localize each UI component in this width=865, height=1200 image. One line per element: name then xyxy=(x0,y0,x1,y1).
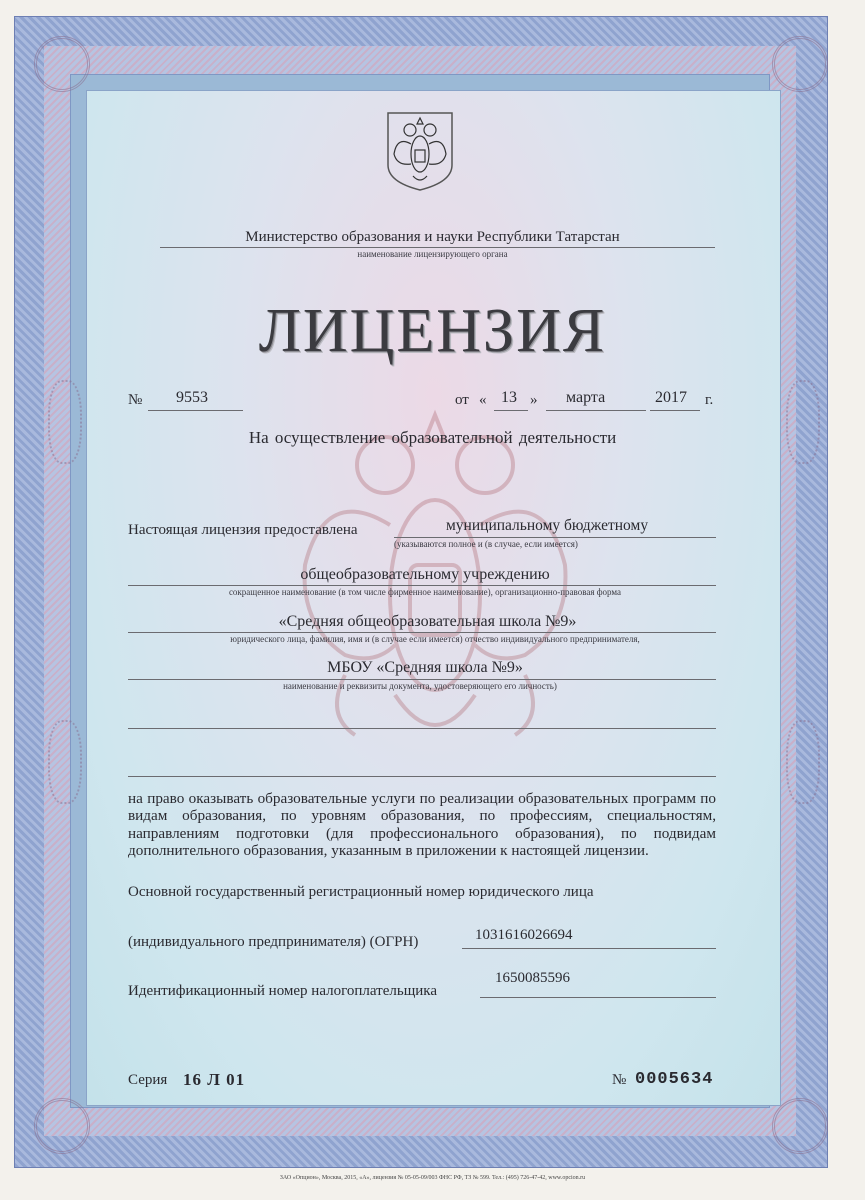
ogrn-value: 1031616026694 xyxy=(475,927,573,943)
grantee-underline-4 xyxy=(128,679,716,680)
corner-ornament-icon xyxy=(34,36,90,92)
authority-caption: наименование лицензирующего органа xyxy=(357,249,508,259)
authority-underline xyxy=(160,247,715,248)
inn-value: 1650085596 xyxy=(495,970,570,986)
grantee-name-line3: «Средняя общеобразовательная школа №9» xyxy=(278,613,577,630)
grantee-underline-3 xyxy=(128,632,716,633)
document-title: ЛИЦЕНЗИЯ xyxy=(258,297,607,365)
ogrn-underline xyxy=(462,948,716,949)
printer-imprint: ЗАО «Опцион», Москва, 2015, «А», лицензия № 05-05-09/003 ФНС РФ, ТЗ № 599. Тел.: (495) 726-47-42, www.opcion.ru xyxy=(279,1175,586,1181)
side-ornament-icon xyxy=(48,720,82,804)
licensing-authority: Министерство образования и науки Республики Татарстан xyxy=(245,229,620,245)
grantee-caption-4: наименование и реквизиты документа, удостоверяющего его личность) xyxy=(283,681,557,691)
ogrn-label-line1: Основной государственный регистрационный номер юридического лица xyxy=(128,884,594,900)
side-ornament-icon xyxy=(786,380,820,464)
month-underline xyxy=(546,410,646,411)
grantee-name-line1: муниципальному бюджетному xyxy=(446,517,649,534)
grantee-underline-1 xyxy=(394,537,716,538)
date-from-label: от xyxy=(455,392,469,408)
quote-close: » xyxy=(530,392,538,408)
activity-type: На осуществление образовательной деятельности xyxy=(248,428,617,447)
grantee-caption-1: (указываются полное и (в случае, если имеется) xyxy=(394,539,578,549)
ogrn-label-line2: (индивидуального предпринимателя) (ОГРН) xyxy=(128,934,419,950)
corner-ornament-icon xyxy=(772,36,828,92)
inn-label: Идентификационный номер налогоплательщика xyxy=(128,983,438,999)
grantee-intro: Настоящая лицензия предоставлена xyxy=(128,522,358,538)
rights-paragraph: на право оказывать образовательные услуги по реализации образовательных программ по видам образования, по уровням образования, по профессиям, специальностям, направлениям подготовки (для профессионального образования), по подвидам дополнительного образования, указанным в приложении к настоящей лицензии. xyxy=(128,790,716,860)
grantee-name-line2: общеобразовательному учреждению xyxy=(300,566,550,583)
number-label: № xyxy=(128,392,143,408)
year-suffix: г. xyxy=(705,392,714,408)
grantee-underline-2 xyxy=(128,585,716,586)
blank-underline-1 xyxy=(128,728,716,729)
inn-underline xyxy=(480,997,716,998)
grantee-caption-2: сокращенное наименование (в том числе фирменное наименование), организационно-правовая форма xyxy=(228,587,622,597)
license-number: 9553 xyxy=(176,389,208,406)
blank-underline-2 xyxy=(128,776,716,777)
year-underline xyxy=(650,410,700,411)
coat-of-arms-icon xyxy=(385,110,455,192)
side-ornament-icon xyxy=(48,380,82,464)
license-month: марта xyxy=(566,389,606,406)
corner-ornament-icon xyxy=(772,1098,828,1154)
day-underline xyxy=(494,410,528,411)
license-year: 2017 xyxy=(655,389,687,406)
grantee-short-name: МБОУ «Средняя школа №9» xyxy=(327,659,523,676)
corner-ornament-icon xyxy=(34,1098,90,1154)
blank-number-label: № xyxy=(612,1072,627,1088)
quote-open: « xyxy=(479,392,487,408)
side-ornament-icon xyxy=(786,720,820,804)
grantee-caption-3: юридического лица, фамилия, имя и (в случае если имеется) отчество индивидуального предпринимателя, xyxy=(230,634,640,644)
license-day: 13 xyxy=(501,389,517,406)
series-value: 16 Л 01 xyxy=(183,1070,246,1089)
number-underline xyxy=(148,410,243,411)
series-label: Серия xyxy=(128,1072,168,1088)
blank-number-value: 0005634 xyxy=(635,1070,714,1089)
